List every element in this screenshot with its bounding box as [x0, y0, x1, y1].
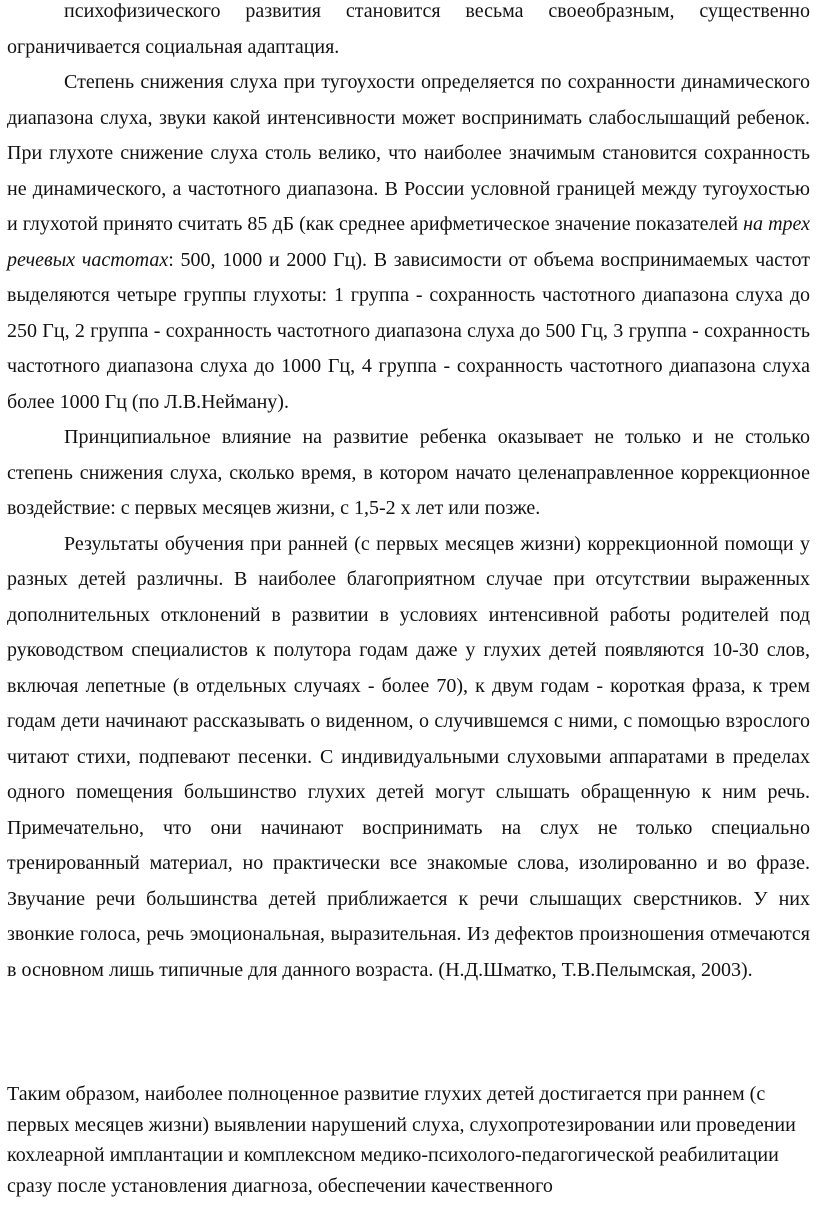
paragraph-results: Результаты обучения при ранней (с первых месяцев жизни) коррекционной помощи у разных детей различны. В наиболее благоприятном случае при отсутствии выраженных дополнительных отклонений в развитии в условиях интенсивной работы родителей под руководством специалистов к полутора годам даже у глухих детей появляются 10-30 слов, включая лепетные (в отдельных случаях - более 70), к двум годам - короткая фраза, к трем годам дети начинают рассказывать о виденном, о случившемся с ними, с помощью взрослого читают стихи, подпевают песенки. С индивидуальными слуховыми аппаратами в пределах одного помещения большинство глухих детей могут слышать обращенную к ним речь. Примечательно, что они начинают воспринимать на слух не только специально тренированный материал, но практически все знакомые слова, изолированно и во фразе. Звучание речи большинства детей приближается к речи слышащих сверстников. У них звонкие голоса, речь эмоциональная, выразительная. Из дефектов произношения отмечаются в основном лишь типичные для данного возраста. (Н.Д.Шматко, Т.В.Пелымская, 2003).: [7, 532, 810, 981]
italic-phrase: на трех речевых частотах: [7, 213, 811, 271]
document-body: [7, 0, 810, 988]
paragraph-hearing-loss-degree: [7, 65, 810, 420]
paragraph-influence: Принципиальное влияние на развитие ребенка оказывает не только и не столько степень снижения слуха, сколько время, в котором начато целенаправленное коррекционное воздействие: с первых месяцев жизни, с 1,5-2 х лет или позже.: [7, 426, 810, 519]
paragraph-continuation: психофизического развития становится весьма своеобразным, существенно ограничивается социальная адаптация.: [7, 0, 810, 58]
paragraph-text: Степень снижения слуха при тугоухости определяется по сохранности динамического диапазона слуха, звуки какой интенсивности может воспринимать слабослышащий ребенок. При глухоте снижение слуха столь велико, что наиболее значимым становится сохранность не динамического, а частотного диапазона. В России условной границей между тугоухостью и глухотой принято считать 85 дБ (как среднее арифметическое значение показателей: [7, 71, 810, 235]
paragraph-text: : 500, 1000 и 2000 Гц). В зависимости от объема воспринимаемых частот выделяются четыре группы глухоты: 1 группа - сохранность частотного диапазона слуха до 250 Гц, 2 группа - сохранность частотного диапазона слуха до 500 Гц, 3 группа - сохранность частотного диапазона слуха до 1000 Гц, 4 группа - сохранность частотного диапазона слуха более 1000 Гц (по Л.В.Нейману).: [7, 248, 811, 413]
paragraph-conclusion: Таким образом, наиболее полноценное развитие глухих детей достигается при раннем (с первых месяцев жизни) выявлении нарушений слуха, слухопротезировании или проведении кохлеарной имплантации и комплексном медико-психолого-педагогической реабилитации сразу после установления диагноза, обеспечении качественного: [7, 1083, 796, 1197]
